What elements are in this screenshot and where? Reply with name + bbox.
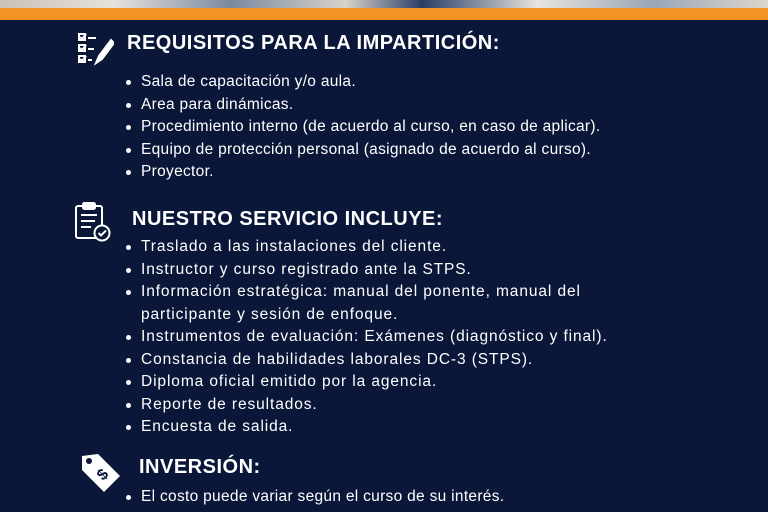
list-item: Traslado a las instalaciones del cliente. — [124, 236, 608, 259]
list-item: El costo puede variar según el curso de su interés. — [124, 486, 504, 509]
servicio-list — [124, 236, 608, 439]
list-item: Procedimiento interno (de acuerdo al curso, en caso de aplicar). — [124, 116, 600, 139]
requisitos-list — [124, 71, 600, 184]
list-item: Proyector. — [124, 161, 600, 184]
list-item: Sala de capacitación y/o aula. — [124, 71, 600, 94]
price-tag-dollar-icon — [78, 450, 124, 501]
list-item: Constancia de habilidades laborales DC-3 (STPS). — [124, 349, 608, 372]
list-item: Area para dinámicas. — [124, 94, 600, 117]
section-title-inversion: INVERSIÓN: — [139, 456, 261, 478]
list-item: Encuesta de salida. — [124, 416, 608, 439]
svg-text:$: $ — [93, 465, 113, 485]
inversion-list — [124, 486, 504, 509]
list-item: Diploma oficial emitido por la agencia. — [124, 371, 608, 394]
list-item-continuation: participante y sesión de enfoque. — [141, 305, 399, 323]
checklist-pencil-icon — [76, 30, 114, 73]
accent-bar — [0, 8, 768, 20]
clipboard-badge-icon — [73, 201, 113, 248]
list-item: Reporte de resultados. — [124, 394, 608, 417]
section-title-requisitos: REQUISITOS PARA LA IMPARTICIÓN: — [127, 32, 500, 54]
list-item: Instrumentos de evaluación: Exámenes (diagnóstico y final). — [124, 326, 608, 349]
list-item: Equipo de protección personal (asignado de acuerdo al curso). — [124, 139, 600, 162]
list-item: Instructor y curso registrado ante la STPS. — [124, 259, 608, 282]
header-photo-strip — [0, 0, 768, 8]
section-title-servicio: NUESTRO SERVICIO INCLUYE: — [132, 208, 444, 230]
list-item: Información estratégica: manual del ponente, manual del — [124, 281, 608, 304]
